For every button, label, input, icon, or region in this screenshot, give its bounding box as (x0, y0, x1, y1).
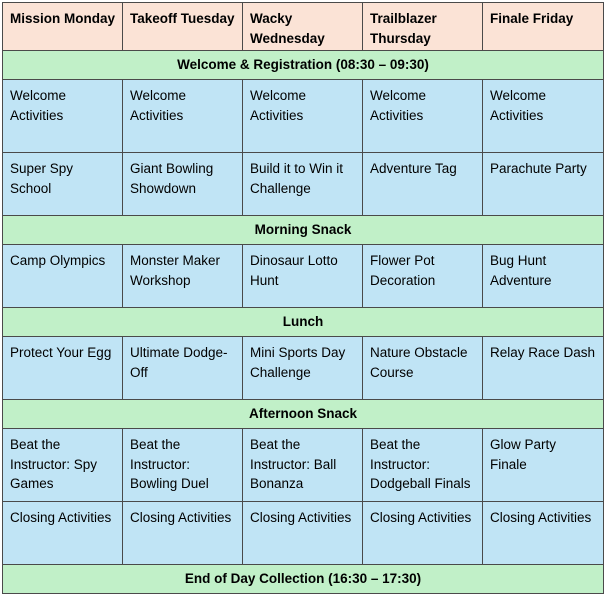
weekly-schedule-table (2, 2, 604, 594)
table-cell: Beat the Instructor: Spy Games (3, 429, 123, 502)
table-cell: Ultimate Dodge-Off (123, 337, 243, 400)
table-cell: Closing Activities (123, 502, 243, 565)
end-of-day-collection-band: End of Day Collection (16:30 – 17:30) (3, 565, 604, 594)
session-row-2 (3, 245, 604, 308)
table-cell: Parachute Party (483, 153, 604, 216)
table-cell: Closing Activities (243, 502, 363, 565)
lunch-band-row (3, 308, 604, 337)
table-cell: Adventure Tag (363, 153, 483, 216)
table-cell: Welcome Activities (483, 80, 604, 153)
table-cell: Monster Maker Workshop (123, 245, 243, 308)
session-row-3 (3, 337, 604, 400)
table-cell: Beat the Instructor: Dodgeball Finals (363, 429, 483, 502)
table-cell: Giant Bowling Showdown (123, 153, 243, 216)
table-cell: Closing Activities (483, 502, 604, 565)
welcome-registration-band: Welcome & Registration (08:30 – 09:30) (3, 51, 604, 80)
table-cell: Welcome Activities (3, 80, 123, 153)
table-cell: Super Spy School (3, 153, 123, 216)
day-header-wednesday: Wacky Wednesday (243, 3, 363, 51)
afternoon-snack-band-row (3, 400, 604, 429)
morning-snack-band-row (3, 216, 604, 245)
closing-activities-row (3, 502, 604, 565)
table-cell: Closing Activities (363, 502, 483, 565)
session-row-1 (3, 153, 604, 216)
end-band-row (3, 565, 604, 594)
lunch-band: Lunch (3, 308, 604, 337)
welcome-activities-row (3, 80, 604, 153)
table-cell: Beat the Instructor: Bowling Duel (123, 429, 243, 502)
table-cell: Camp Olympics (3, 245, 123, 308)
day-header-friday: Finale Friday (483, 3, 604, 51)
table-cell: Glow Party Finale (483, 429, 604, 502)
table-cell: Mini Sports Day Challenge (243, 337, 363, 400)
table-cell: Protect Your Egg (3, 337, 123, 400)
table-cell: Build it to Win it Challenge (243, 153, 363, 216)
table-cell: Welcome Activities (243, 80, 363, 153)
table-cell: Relay Race Dash (483, 337, 604, 400)
table-cell: Closing Activities (3, 502, 123, 565)
table-cell: Bug Hunt Adventure (483, 245, 604, 308)
afternoon-snack-band: Afternoon Snack (3, 400, 604, 429)
table-cell: Beat the Instructor: Ball Bonanza (243, 429, 363, 502)
morning-snack-band: Morning Snack (3, 216, 604, 245)
welcome-band-row (3, 51, 604, 80)
table-cell: Dinosaur Lotto Hunt (243, 245, 363, 308)
table-cell: Welcome Activities (123, 80, 243, 153)
day-header-row (3, 3, 604, 51)
session-row-4 (3, 429, 604, 502)
table-cell: Welcome Activities (363, 80, 483, 153)
day-header-thursday: Trailblazer Thursday (363, 3, 483, 51)
table-cell: Nature Obstacle Course (363, 337, 483, 400)
table-cell: Flower Pot Decoration (363, 245, 483, 308)
day-header-monday: Mission Monday (3, 3, 123, 51)
day-header-tuesday: Takeoff Tuesday (123, 3, 243, 51)
